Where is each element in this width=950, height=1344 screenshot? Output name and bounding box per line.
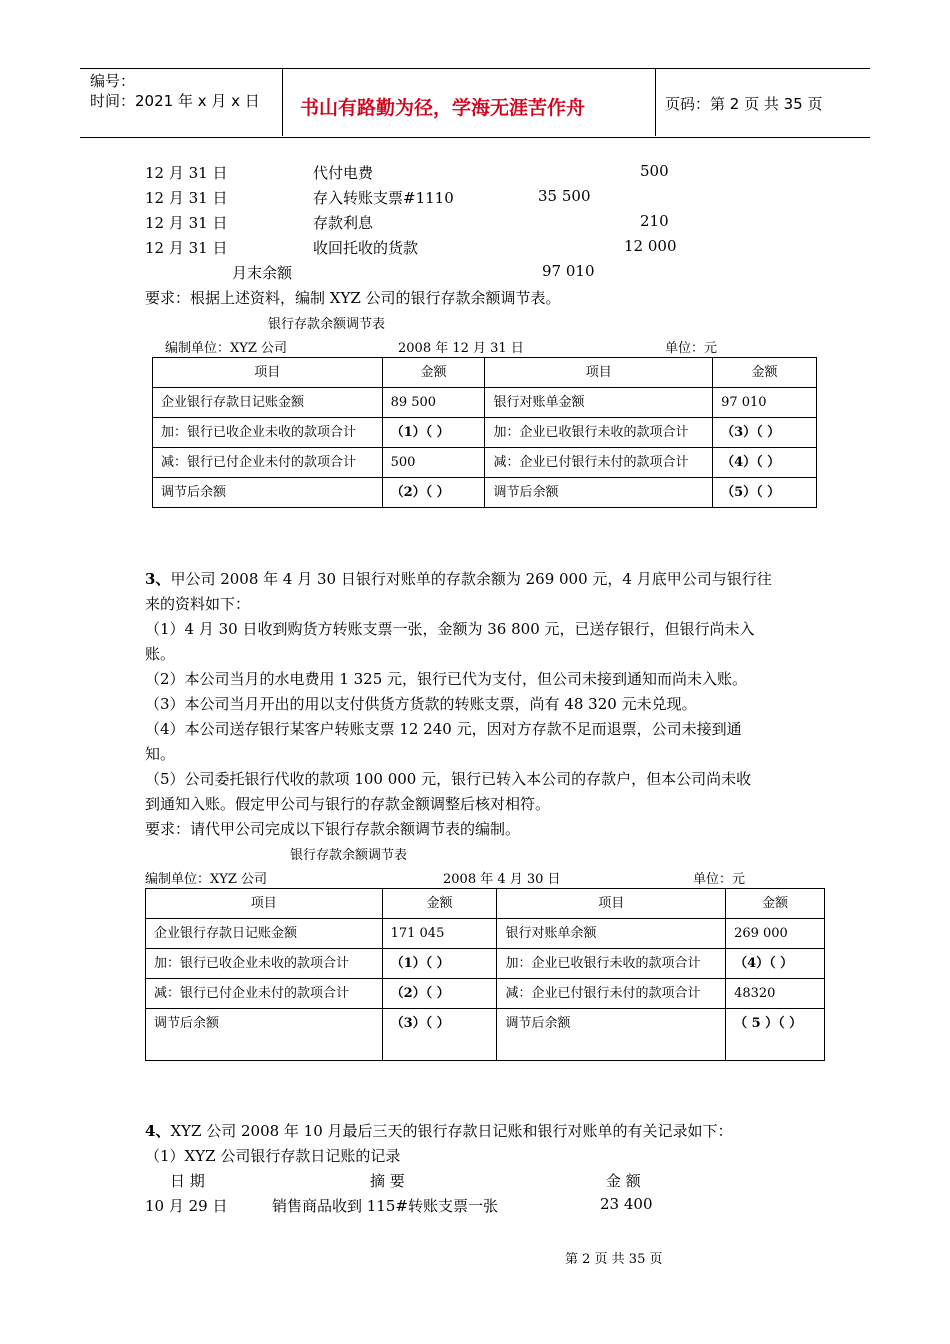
table2-title: 银行存款余额调节表 xyxy=(290,848,408,863)
amount-cell: 48320 xyxy=(726,979,825,1009)
reconciliation-table-2 xyxy=(145,888,825,1061)
amount-cell: 89 500 xyxy=(382,388,485,418)
record-date: 12 月 31 日 xyxy=(145,189,228,207)
q3-intro-line1 xyxy=(145,568,772,589)
table1-unit: 编制单位：XYZ 公司 xyxy=(165,341,288,356)
item-cell: 调节后余额 xyxy=(497,1009,726,1061)
q4-row-date: 10 月 29 日 xyxy=(145,1197,228,1215)
q4-intro xyxy=(145,1120,733,1141)
table-row xyxy=(146,979,825,1009)
item-cell: 减：企业已付银行未付的款项合计 xyxy=(497,979,726,1009)
q3-number: 3、 xyxy=(145,570,171,588)
amount-cell: （5）（ ） xyxy=(713,478,817,508)
col-header: 项目 xyxy=(146,889,383,919)
reconciliation-table-1 xyxy=(152,357,817,508)
item-cell: 减：银行已付企业未付的款项合计 xyxy=(146,979,383,1009)
q3-item-line: 知。 xyxy=(145,745,176,763)
q3-item-line: （3）本公司当月开出的用以支付供货方货款的转账支票，尚有 48 320 元未兑现。 xyxy=(145,695,697,713)
q3-item-line: （4）本公司送存银行某客户转账支票 12 240 元，因对方存款不足而退票，公司未接到通 xyxy=(145,720,742,738)
item-cell: 银行对账单余额 xyxy=(497,919,726,949)
col-header: 金额 xyxy=(382,889,497,919)
header-page: 页码：第 2 页 共 35 页 xyxy=(665,95,823,113)
table-row xyxy=(146,919,825,949)
amount-cell: 500 xyxy=(382,448,485,478)
col-header: 金额 xyxy=(713,358,817,388)
table1-title: 银行存款余额调节表 xyxy=(268,317,386,332)
q3-item-line: （5）公司委托银行代收的款项 100 000 元，银行已转入本公司的存款户，但本公司尚未收 xyxy=(145,770,752,788)
amount-cell: （2）（ ） xyxy=(382,478,485,508)
amount-cell: （3）（ ） xyxy=(713,418,817,448)
item-cell: 企业银行存款日记账金额 xyxy=(146,919,383,949)
amount-cell: （2）（ ） xyxy=(382,979,497,1009)
month-end-label: 月末余额 xyxy=(232,264,293,282)
table-header-row xyxy=(153,358,817,388)
amount-cell: 269 000 xyxy=(726,919,825,949)
q4-col-desc: 摘 要 xyxy=(370,1172,405,1190)
requirement-1: 要求：根据上述资料，编制 XYZ 公司的银行存款余额调节表。 xyxy=(145,289,561,307)
q3-requirement: 要求：请代甲公司完成以下银行存款余额调节表的编制。 xyxy=(145,820,521,838)
col-header: 项目 xyxy=(497,889,726,919)
table-row xyxy=(153,418,817,448)
q4-number: 4、 xyxy=(145,1122,171,1140)
q4-col-date: 日 期 xyxy=(170,1172,205,1190)
amount-cell: （3）（ ） xyxy=(382,1009,497,1061)
header-time: 时间：2021 年 x 月 x 日 xyxy=(90,92,260,110)
item-cell: 加：企业已收银行未收的款项合计 xyxy=(485,418,713,448)
record-date: 12 月 31 日 xyxy=(145,164,228,182)
q4-row-amount: 23 400 xyxy=(600,1195,653,1213)
record-desc: 存入转账支票#1110 xyxy=(313,189,454,207)
col-header: 项目 xyxy=(485,358,713,388)
record-credit: 500 xyxy=(640,162,669,180)
page-footer: 第 2 页 共 35 页 xyxy=(565,1252,663,1267)
table2-unit: 编制单位：XYZ 公司 xyxy=(145,872,268,887)
item-cell: 调节后余额 xyxy=(146,1009,383,1061)
record-desc: 代付电费 xyxy=(313,164,374,182)
q4-intro-text: XYZ 公司 2008 年 10 月最后三天的银行存款日记账和银行对账单的有关记录如下： xyxy=(170,1122,733,1140)
amount-cell: （1）（ ） xyxy=(382,949,497,979)
amount-cell: （ 5 ）（ ） xyxy=(726,1009,825,1061)
table-row xyxy=(146,949,825,979)
item-cell: 调节后余额 xyxy=(485,478,713,508)
item-cell: 减：银行已付企业未付的款项合计 xyxy=(153,448,383,478)
item-cell: 银行对账单金额 xyxy=(485,388,713,418)
q3-item-line: （1）4 月 30 日收到购货方转账支票一张，金额为 36 800 元，已送存银行，但银行尚未入 xyxy=(145,620,755,638)
table-header-row xyxy=(146,889,825,919)
col-header: 金额 xyxy=(726,889,825,919)
col-header: 金额 xyxy=(382,358,485,388)
table1-currency: 单位：元 xyxy=(665,341,718,356)
item-cell: 减：企业已付银行未付的款项合计 xyxy=(485,448,713,478)
header-divider-left xyxy=(282,68,283,136)
table1-date: 2008 年 12 月 31 日 xyxy=(398,341,524,356)
amount-cell: （1）（ ） xyxy=(382,418,485,448)
header-divider-right xyxy=(655,68,656,136)
amount-cell: （4）（ ） xyxy=(726,949,825,979)
q3-intro-text: 甲公司 2008 年 4 月 30 日银行对账单的存款余额为 269 000 元，4 月底甲公司与银行往 xyxy=(170,570,772,588)
record-credit: 210 xyxy=(640,212,669,230)
item-cell: 加：银行已收企业未收的款项合计 xyxy=(153,418,383,448)
table-row xyxy=(146,1009,825,1061)
header-motto: 书山有路勤为径，学海无涯苦作舟 xyxy=(300,97,586,119)
amount-cell: （4）（ ） xyxy=(713,448,817,478)
table-row xyxy=(153,478,817,508)
month-end-value: 97 010 xyxy=(542,262,595,280)
record-desc: 存款利息 xyxy=(313,214,374,232)
q3-item-line: 账。 xyxy=(145,645,176,663)
item-cell: 加：银行已收企业未收的款项合计 xyxy=(146,949,383,979)
record-desc: 收回托收的货款 xyxy=(313,239,419,257)
item-cell: 调节后余额 xyxy=(153,478,383,508)
header-number: 编号： xyxy=(90,72,136,90)
table2-currency: 单位：元 xyxy=(693,872,746,887)
amount-cell: 97 010 xyxy=(713,388,817,418)
item-cell: 企业银行存款日记账金额 xyxy=(153,388,383,418)
item-cell: 加：企业已收银行未收的款项合计 xyxy=(497,949,726,979)
q4-col-amount: 金 额 xyxy=(606,1172,641,1190)
q3-item-line: 到通知入账。假定甲公司与银行的存款金额调整后核对相符。 xyxy=(145,795,551,813)
amount-cell: 171 045 xyxy=(382,919,497,949)
q4-row-desc: 销售商品收到 115#转账支票一张 xyxy=(272,1197,498,1215)
table2-date: 2008 年 4 月 30 日 xyxy=(443,872,561,887)
col-header: 项目 xyxy=(153,358,383,388)
q3-intro-line2: 来的资料如下： xyxy=(145,595,251,613)
table-row xyxy=(153,448,817,478)
record-credit: 12 000 xyxy=(624,237,677,255)
record-date: 12 月 31 日 xyxy=(145,214,228,232)
q3-item-line: （2）本公司当月的水电费用 1 325 元，银行已代为支付，但公司未接到通知而尚未入账。 xyxy=(145,670,748,688)
record-debit: 35 500 xyxy=(538,187,591,205)
record-date: 12 月 31 日 xyxy=(145,239,228,257)
table-row xyxy=(153,388,817,418)
q4-subtitle: （1）XYZ 公司银行存款日记账的记录 xyxy=(145,1147,401,1165)
